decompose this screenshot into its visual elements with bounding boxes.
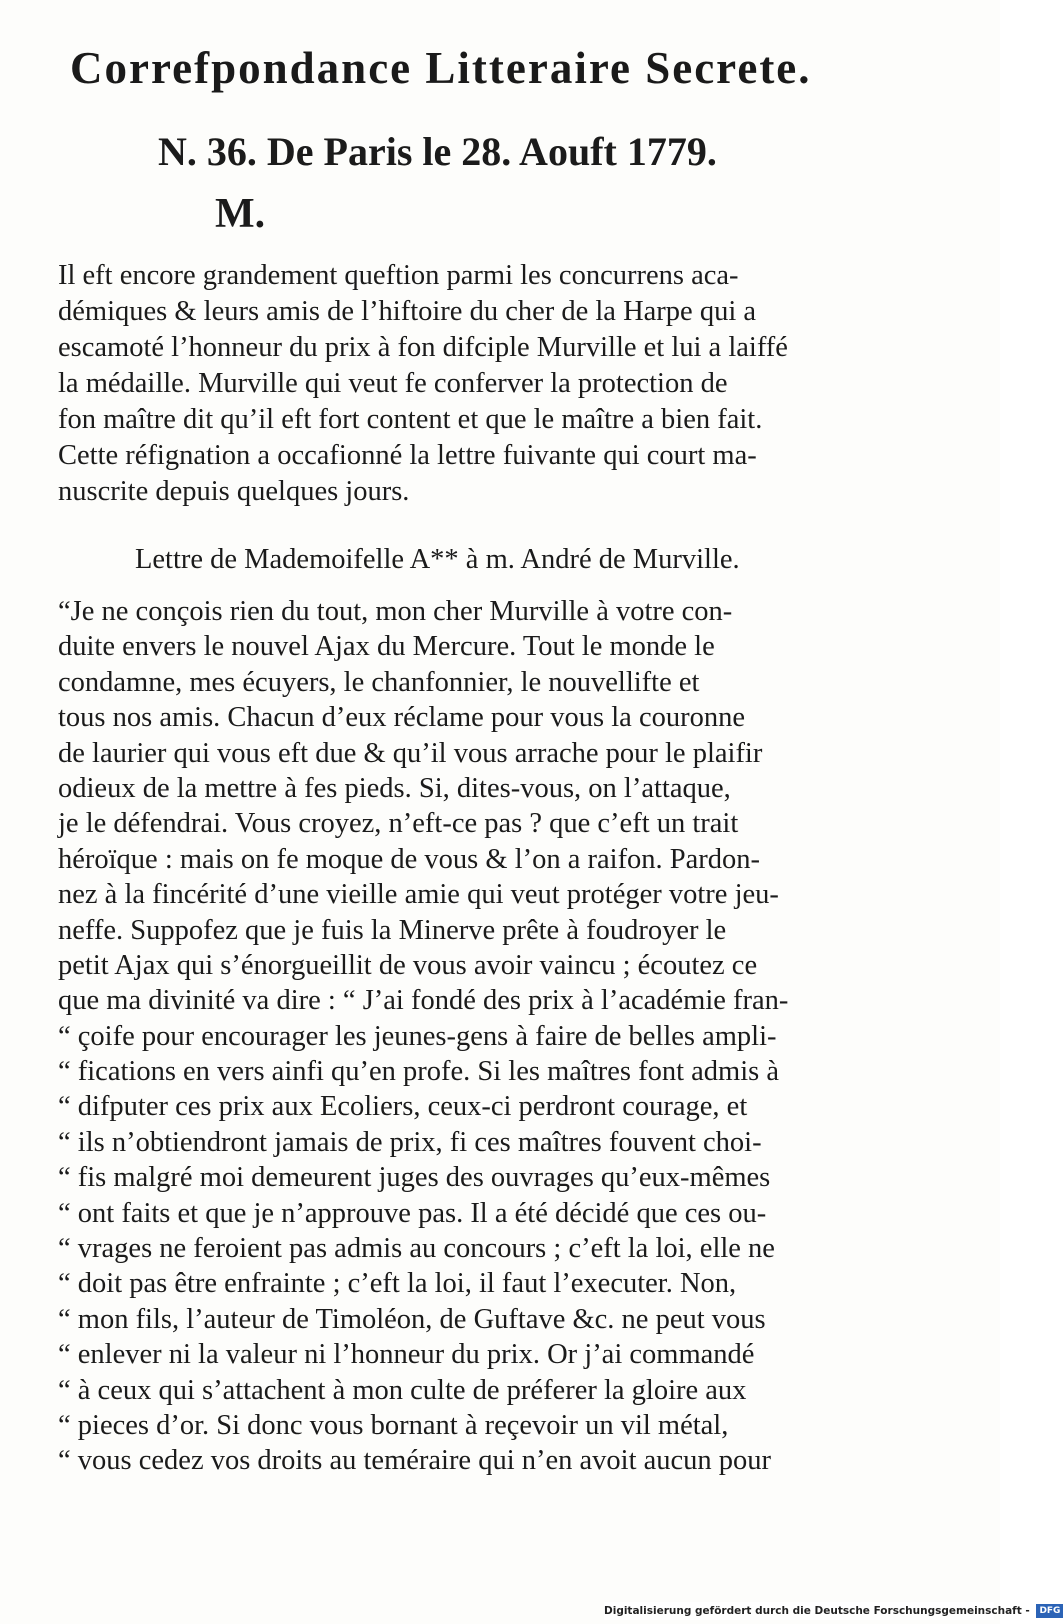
text-line: petit Ajax qui s’énorgueillit de vous avoir vaincu ; écoutez ce bbox=[58, 949, 758, 981]
salutation: M. bbox=[215, 191, 266, 237]
text-line: “ difputer ces prix aux Ecoliers, ceux-ci perdront courage, et bbox=[58, 1091, 748, 1123]
text-line: neffe. Suppofez que je fuis la Minerve prête à foudroyer le bbox=[58, 914, 727, 946]
intro-paragraph bbox=[58, 258, 938, 510]
text-line: nuscrite depuis quelques jours. bbox=[58, 476, 410, 507]
text-line: la médaille. Murville qui veut fe conferver la protection de bbox=[58, 368, 728, 399]
dfg-logo: DFG bbox=[1036, 1604, 1063, 1618]
text-line: “ à ceux qui s’attachent à mon culte de préferer la gloire aux bbox=[58, 1374, 747, 1406]
text-line: condamne, mes écuyers, le chanfonnier, le nouvellifte et bbox=[58, 666, 700, 698]
text-line: “ çoife pour encourager les jeunes-gens à faire de belles ampli- bbox=[58, 1020, 777, 1052]
credit-text: Digitalisierung gefördert durch die Deutsche Forschungsgemeinschaft - bbox=[604, 1605, 1030, 1617]
text-line: “ ont faits et que je n’approuve pas. Il a été décidé que ces ou- bbox=[58, 1197, 767, 1229]
text-line: fon maître dit qu’il eft fort content et que le maître a bien fait. bbox=[58, 404, 763, 435]
text-line: “ fications en vers ainfi qu’en profe. Si les maîtres font admis à bbox=[58, 1056, 779, 1088]
text-line: odieux de la mettre à fes pieds. Si, dites-vous, on l’attaque, bbox=[58, 772, 731, 804]
text-line: Il eft encore grandement queftion parmi les concurrens aca- bbox=[58, 260, 739, 291]
text-line: “ vrages ne feroient pas admis au concours ; c’eft la loi, elle ne bbox=[58, 1233, 775, 1265]
text-line: “ fis malgré moi demeurent juges des ouvrages qu’eux-mêmes bbox=[58, 1162, 771, 1194]
text-line: “ vous cedez vos droits au teméraire qui n’en avoit aucun pour bbox=[58, 1445, 772, 1477]
text-line: duite envers le nouvel Ajax du Mercure. Tout le monde le bbox=[58, 631, 715, 663]
text-line: “ mon fils, l’auteur de Timoléon, de Guftave &c. ne peut vous bbox=[58, 1303, 766, 1335]
issue-dateline: N. 36. De Paris le 28. Aouft 1779. bbox=[158, 129, 717, 174]
text-line: je le défendrai. Vous croyez, n’eft-ce pas ? que c’eft un trait bbox=[58, 808, 739, 840]
text-line: tous nos amis. Chacun d’eux réclame pour vous la couronne bbox=[58, 702, 745, 734]
text-line: “Je ne conçois rien du tout, mon cher Murville à votre con- bbox=[58, 596, 733, 627]
digitization-credit bbox=[604, 1602, 1061, 1620]
text-line: “ enlever ni la valeur ni l’honneur du prix. Or j’ai commandé bbox=[58, 1339, 755, 1371]
text-line: démiques & leurs amis de l’hiftoire du cher de la Harpe qui a bbox=[58, 296, 757, 327]
letter-body bbox=[58, 594, 938, 1479]
page-title: Correfpondance Litteraire Secrete. bbox=[70, 43, 812, 93]
text-line: “ pieces d’or. Si donc vous bornant à reçevoir un vil métal, bbox=[58, 1409, 729, 1441]
text-line: de laurier qui vous eft due & qu’il vous arrache pour le plaifir bbox=[58, 737, 763, 769]
text-line: “ ils n’obtiendront jamais de prix, fi ces maîtres fouvent choi- bbox=[58, 1126, 762, 1158]
text-line: Cette réfignation a occafionné la lettre fuivante qui court ma- bbox=[58, 440, 757, 471]
text-line: escamoté l’honneur du prix à fon difciple Murville et lui a laiffé bbox=[58, 332, 788, 363]
text-line: “ doit pas être enfrainte ; c’eft la loi, il faut l’executer. Non, bbox=[58, 1268, 737, 1300]
text-line: que ma divinité va dire : “ J’ai fondé des prix à l’académie fran- bbox=[58, 985, 789, 1017]
text-line: héroïque : mais on fe moque de vous & l’on a raifon. Pardon- bbox=[58, 843, 761, 875]
letter-heading: Lettre de Mademoifelle A** à m. André de Murville. bbox=[135, 544, 740, 575]
text-line: nez à la fincérité d’une vieille amie qui veut protéger votre jeu- bbox=[58, 879, 779, 911]
